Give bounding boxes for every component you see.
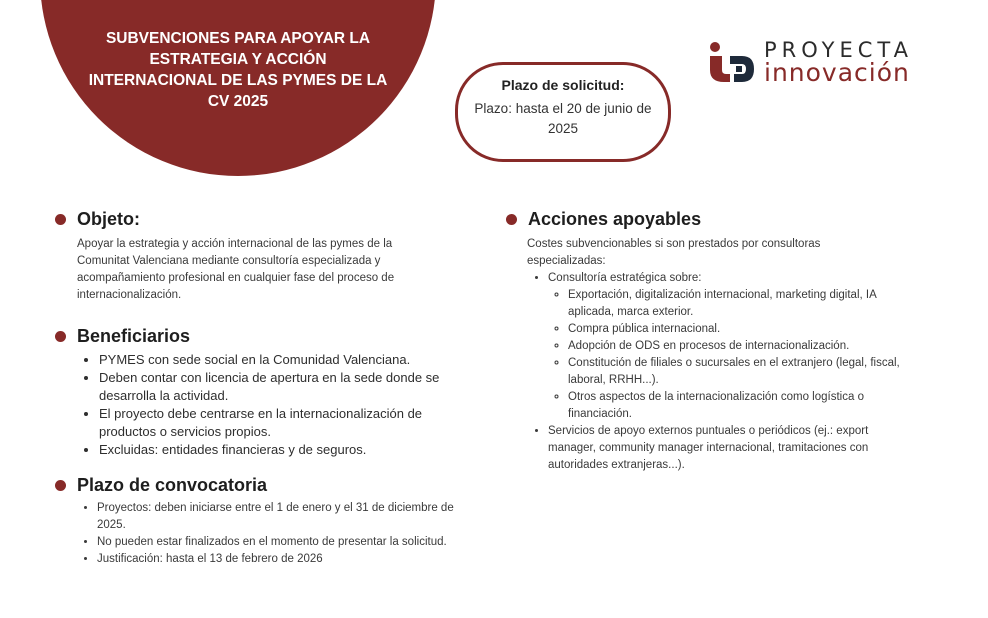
proyecta-logo-mark-icon <box>708 40 758 84</box>
section-objeto <box>55 209 435 304</box>
logo-text-bottom: innovación <box>764 58 910 87</box>
deadline-box <box>455 62 671 162</box>
dot-icon <box>506 214 517 225</box>
section-title: Acciones apoyables <box>528 209 702 229</box>
list-item: • No pueden estar finalizados en el momento de presentar la solicitud. <box>97 534 477 551</box>
dot-icon <box>55 480 66 491</box>
list-item <box>548 270 916 423</box>
objeto-text: Apoyar la estrategia y acción internacional de las pymes de la Comunitat Valenciana mediante consultoría especializada y acompañamiento profesional en cualquier fase del proceso de internacionalización. <box>77 238 395 301</box>
sub-list-item: ◦ Constitución de filiales o sucursales en el extranjero (legal, fiscal, laboral, RRHH...). <box>568 355 916 389</box>
deadline-title: Plazo de solicitud: <box>501 77 625 93</box>
section-acciones <box>506 209 916 474</box>
list-item: • Servicios de apoyo externos puntuales o periódicos (ej.: export manager, community manager internacional, tramitaciones con autoridades extranjeras...). <box>548 423 916 474</box>
beneficiarios-list <box>77 351 449 459</box>
acciones-intro: Costes subvencionables si son prestados por consultoras especializadas: <box>527 238 821 267</box>
sub-list-item: ◦ Compra pública internacional. <box>568 321 916 338</box>
deadline-text: Plazo: hasta el 20 de junio de 2025 <box>474 101 652 136</box>
list-item: • Excluidas: entidades financieras y de seguros. <box>99 441 449 459</box>
list-item: • Justificación: hasta el 13 de febrero de 2026 <box>97 551 477 568</box>
acciones-list <box>526 270 916 474</box>
sub-list-item: ◦ Exportación, digitalización internacional, marketing digital, IA aplicada, marca exterior. <box>568 287 916 321</box>
plazo-list <box>75 500 477 568</box>
section-title: Beneficiarios <box>77 326 191 346</box>
list-item-label: Consultoría estratégica sobre: <box>548 272 702 284</box>
list-item: • El proyecto debe centrarse en la internacionalización de productos o servicios propios. <box>99 405 449 441</box>
list-item: • Proyectos: deben iniciarse entre el 1 de enero y el 31 de diciembre de 2025. <box>97 500 477 534</box>
section-title: Plazo de convocatoria <box>77 475 268 495</box>
acciones-sublist <box>548 287 916 423</box>
section-title: Objeto: <box>77 209 140 229</box>
section-plazo <box>55 475 475 568</box>
sub-list-item: ◦ Otros aspectos de la internacionalización como logística o financiación. <box>568 389 916 423</box>
dot-icon <box>55 214 66 225</box>
list-item: • PYMES con sede social en la Comunidad Valenciana. <box>99 351 449 369</box>
logo-text-top: PROYECTA <box>764 38 913 62</box>
dot-icon <box>55 331 66 342</box>
page-title: SUBVENCIONES PARA APOYAR LA ESTRATEGIA Y ACCIÓN INTERNACIONAL DE LAS PYMES DE LA CV 2025 <box>88 30 388 110</box>
section-beneficiarios <box>55 326 455 459</box>
logo <box>708 38 938 88</box>
sub-list-item: ◦ Adopción de ODS en procesos de internacionalización. <box>568 338 916 355</box>
list-item: • Deben contar con licencia de apertura en la sede donde se desarrolla la actividad. <box>99 369 449 405</box>
